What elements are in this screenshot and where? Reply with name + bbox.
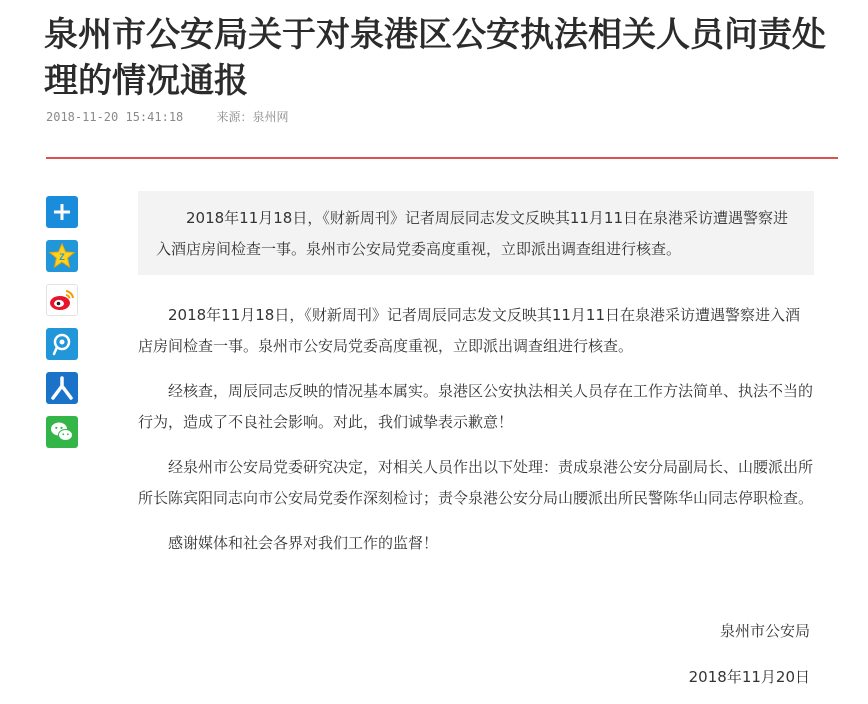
body-paragraph: 经核查，周辰同志反映的情况基本属实。泉港区公安执法相关人员存在工作方法简单、执法不当的行为，造成了不良社会影响。对此，我们诚挚表示歉意！ — [138, 382, 814, 431]
article-title: 泉州市公安局关于对泉港区公安执法相关人员问责处理的情况通报 — [44, 15, 826, 101]
share-more-button[interactable] — [46, 196, 78, 228]
weibo-icon — [48, 286, 76, 314]
body-paragraph: 经泉州市公安局党委研究决定，对相关人员作出以下处理：责成泉港公安分局副局长、山腰派出所所长陈宾阳同志向市公安局党委作深刻检讨；责令泉港公安分局山腰派出所民警陈华山同志停职检查。 — [138, 458, 814, 507]
article-meta — [46, 108, 289, 125]
share-renren-button[interactable] — [46, 372, 78, 404]
share-qzone-button[interactable] — [46, 240, 78, 272]
article-body — [138, 300, 814, 573]
title-divider — [46, 157, 838, 159]
signature-org: 泉州市公安局 — [719, 622, 810, 640]
body-paragraph: 2018年11月18日，《财新周刊》记者周辰同志发文反映其11月11日在泉港采访遭遇警察进入酒店房间检查一事。泉州市公安局党委高度重视，立即派出调查组进行核查。 — [138, 306, 801, 355]
body-paragraph: 感谢媒体和社会各界对我们工作的监督！ — [168, 534, 439, 552]
signature-date: 2018年11月20日 — [688, 668, 810, 686]
share-tencent-weibo-button[interactable] — [46, 328, 78, 360]
share-weibo-button[interactable] — [46, 284, 78, 316]
share-bar — [46, 196, 78, 460]
tencent-weibo-icon — [49, 331, 75, 357]
share-wechat-button[interactable] — [46, 416, 78, 448]
publish-date: 2018-11-20 15:41:18 — [46, 110, 184, 124]
plus-icon — [52, 202, 72, 222]
qzone-star-icon — [47, 241, 77, 271]
article-source: 来源：泉州网 — [216, 110, 289, 124]
renren-icon — [49, 375, 75, 401]
article-summary: 2018年11月18日，《财新周刊》记者周辰同志发文反映其11月11日在泉港采访遭遇警察进入酒店房间检查一事。泉州市公安局党委高度重视，立即派出调查组进行核查。 — [138, 191, 814, 275]
svg-text:Z: Z — [59, 252, 65, 262]
wechat-icon — [48, 418, 76, 446]
